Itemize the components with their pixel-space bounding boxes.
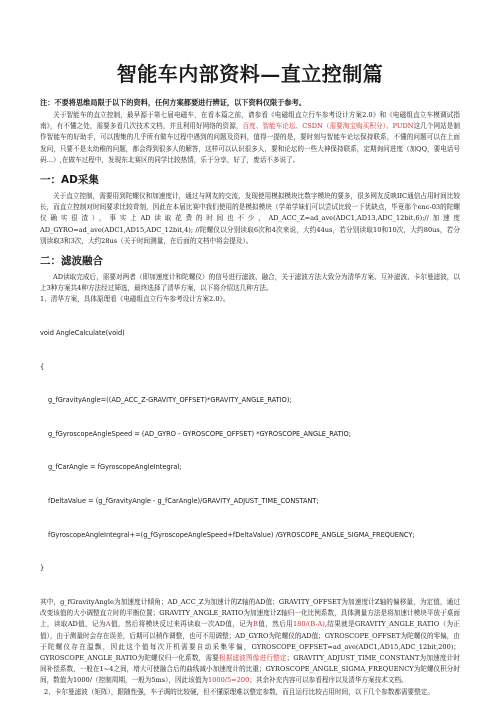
ad-paragraph: 关于直立控制，需要用到陀螺仪和加速度计，通过与网友的交流，发现使用模拟模块比数字模块的要多，很多网友反映IIC通信占用时间比较长，而直立控制对时间要求比较苛刻，因此在本届比赛中我们使用的是模拟模块（学弟学妹们可以尝试比较一下优缺点，毕竟那个enc-03的陀螺仪确实很渣），事实上AD读取花费的时间也不少，AD_ACC_Z=ad_ave(ADC1,AD13,ADC_12bit,6);//加速度AD_GYRO=ad_ave(ADC1,AD15,ADC_12bit,4); //陀螺仪以分别读取6次和4次来说，大约44us，若分别读取10和10次，大约80us，若分别读取3和3次，大约28us（关于时间测量，在后面的文档中将会提及）。	[40, 192, 460, 245]
section-heading-filter: 二：滤波融合	[40, 255, 103, 268]
explain-text: 值，然后将模块反过来再读取一次AD值，记为	[110, 620, 254, 629]
code-line: void AngleCalculate(void)	[40, 329, 125, 338]
section-heading-ad: 一：AD采集	[40, 174, 99, 187]
explain-red: A	[105, 620, 111, 629]
code-line: {	[40, 362, 45, 371]
code-line: g_fGyroscopeAngleSpeed = (AD_GYRO - GYROSCOPE_OFFSET) *GYROSCOPE_ANGLE_RATIO;	[48, 429, 351, 438]
explain-text: 值，然后用	[257, 620, 293, 629]
explanation-paragraph	[40, 597, 460, 687]
list-item-qinghua: 1、清华方案，具体原理看《电磁组直立行车参考设计方案2.0》。	[40, 295, 230, 304]
explain-text: ；其余补充内容可以参看程序以及清华方案技术文档。	[249, 676, 408, 685]
explain-red: 180/(B-A)	[292, 620, 325, 629]
intro-paragraph	[40, 110, 460, 166]
code-line: fDeltaValue = (g_fGravityAngle - g_fCarAngle)/GRAVITY_ADJUST_TIME_CONSTANT;	[48, 497, 319, 506]
code-line: g_fCarAngle = fGyroscopeAngleIntegral;	[48, 463, 182, 472]
explain-text: 其中，g_fGravityAngle为加速度计倾角；AD_ACC_Z为加速计的Z轴的AD值；GRAVITY_OFFSET为加速度计Z轴的偏移量，为定值，通过改变该值的大小调整直立时的平衡位置；GRAVITY_ANGLE_RATIO为加速度计Z轴归一化比例系数，具体测量方法是将加速计模块平放于桌面上，读取AD值，记为	[40, 597, 460, 629]
explain-red: 根据滤波图像进行整定	[218, 653, 287, 662]
filter-paragraph: AD读取完成后，需要对两者（即加速度计和陀螺仪）的信号进行滤波、融合，关于滤波方法大致分为清华方案、互补滤波、卡尔曼滤波，以上3种方案共4种方法经过筛选，最终选择了清华方案，以下将介绍这几种方法。	[40, 273, 460, 293]
intro-text-1: 关于智能车的直立控制，最早源于第七届电磁车，在看本篇之前，请参看《电磁组直立行车参考设计方案2.0》和《电磁组直立车模调试指南》，有不懂之处，需要多看几次技术文档，并且利用好网络的资源，	[40, 111, 460, 131]
explain-text: ,结果就是GRAVITY_ANGLE_RATIO（为正值），由于测量时会存在误差，后期可以稍作调整，也可不用调整；AD_GYRO为陀螺仪的AD值；GYROSCOPE_OFFSET为陀螺仪的零偏，由于陀螺仪存在温飘，因此这个值每次开机需要自动采集零偏，GYROSCOPE_OFFSET=ad_ave(ADC1,AD15,ADC_12bit,200)；GYROSCOPE_ANGLE_RATIO为陀螺仪归一化系数，需要	[40, 620, 460, 662]
code-line: fGyroscopeAngleIntegral+=(g_fGyroscopeAngleSpeed+fDeltaValue) /GYROSCOPE_ANGLE_SIGMA_FREQUENCY;	[48, 530, 415, 539]
list-item-kalman: 2、卡尔曼滤波（矩阵），跟随性强，车子调的比较硬，但不懂原理难以整定参数，而且运行比较占用时间，以下几个参数都需要整定。	[44, 687, 434, 696]
explain-text: ；GRAVITY_ADJUST_TIME_CONSTANT为加速度计时间补偿系数，一般在1~4之间，增大可使融合后的曲线减小加速度计的比重；GYROSCOPE_ANGLE_SIGMA_FREQUENCY为陀螺仪积分时间，数值为1000/（控制周期，一般为5ms），因此该值为	[40, 653, 461, 685]
intro-red-sites: 百度、智能车论坛、CSDN（需要淘宝购买积分）、PUDN	[242, 122, 414, 131]
explain-red: B	[253, 620, 258, 629]
disclaimer-note: 注：不要将思维局限于以下的资料，任何方案都要进行辨证，以下资料仅限于参考。	[40, 98, 306, 107]
code-block	[40, 306, 460, 597]
intro-text-2: 这几个网站是制作智能车的好助手，可以搜集的几乎所有做车过程中遇到的问题及资料，值得一提的是，要时刻与智能车论坛保持联系，不懂的问题可以在上面发问，只要不是太幼稚的问题，都会得到很多人的解答，这样可以认识很多人，要和论坛的一些大神保持联系，定期询问进度（加QQ，要电话号码…）,在做车过程中，发现东北赛区的同学比较热情，乐于分享，好了，废话不多说了。	[40, 122, 460, 164]
code-line: g_fGravityAngle=((AD_ACC_Z-GRAVITY_OFFSET)*GRAVITY_ANGLE_RATIO);	[48, 396, 292, 405]
code-line: }	[40, 564, 45, 573]
explain-red: 1000/5=200	[208, 676, 250, 685]
document-title: 智能车内部资料—直立控制篇	[116, 62, 384, 86]
